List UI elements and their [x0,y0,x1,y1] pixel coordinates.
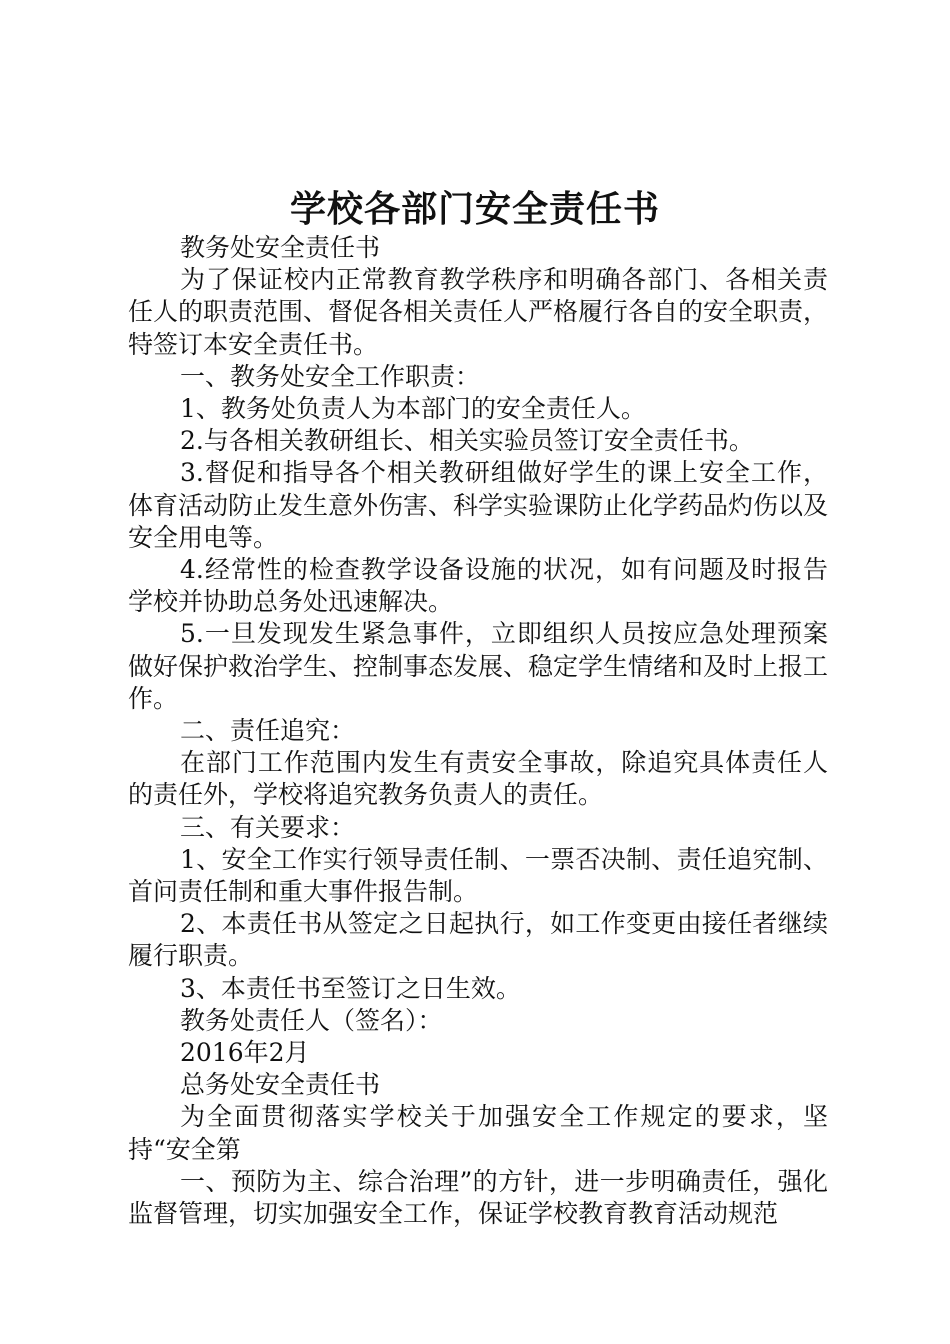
requirements-heading: 三、有关要求： [180,812,356,842]
general-affairs-intro: 为全面贯彻落实学校关于加强安全工作规定的要求，坚持“安全第 [128,1102,828,1164]
accountability-paragraph: 在部门工作范围内发生有责安全事故，除追究具体责任人的责任外，学校将追究教务负责人的责任。 [128,748,828,810]
duties-heading: 一、教务处安全工作职责： [180,361,481,391]
requirement-item-1: 1、安全工作实行领导责任制、一票否决制、责任追究制、首问责任制和重大事件报告制。 [128,844,828,907]
date-line: 2016年2月 [180,1038,310,1068]
section-heading-academic-affairs: 教务处安全责任书 [180,233,381,262]
duty-item-3: 3.督促和指导各个相关教研组做好学生的课上安全工作，体育活动防止发生意外伤害、科学实验课防止化学药品灼伤以及安全用电等。 [128,458,829,552]
document-title: 学校各部门安全责任书 [289,188,660,230]
duty-item-5: 5.一旦发现发生紧急事件，立即组织人员按应急处理预案做好保护救治学生、控制事态发展、稳定学生情绪和及时上报工作。 [128,619,829,713]
section-heading-general-affairs: 总务处安全责任书 [180,1070,381,1100]
duty-item-1: 1、教务处负责人为本部门的安全责任人。 [180,394,646,424]
duty-item-2: 2.与各相关教研组长、相关实验员签订安全责任书。 [180,426,754,456]
general-affairs-policy: 一、预防为主、综合治理”的方针，进一步明确责任，强化监督管理，切实加强安全工作，保证学校教育教育活动规范 [128,1166,828,1229]
accountability-heading: 二、责任追究： [180,716,356,746]
intro-paragraph: 为了保证校内正常教育教学秩序和明确各部门、各相关责任人的职责范围、督促各相关责任人严格履行各自的安全职责，特签订本安全责任书。 [128,265,829,359]
signature-line: 教务处责任人（签名）： [180,1005,443,1035]
requirement-item-3: 3、本责任书至签订之日生效。 [180,973,521,1003]
requirement-item-2: 2、本责任书从签定之日起执行，如工作变更由接任者继续履行职责。 [128,909,828,971]
document-body [128,232,828,1230]
duty-item-4: 4.经常性的检查教学设备设施的状况，如有问题及时报告学校并协助总务处迅速解决。 [128,555,828,617]
